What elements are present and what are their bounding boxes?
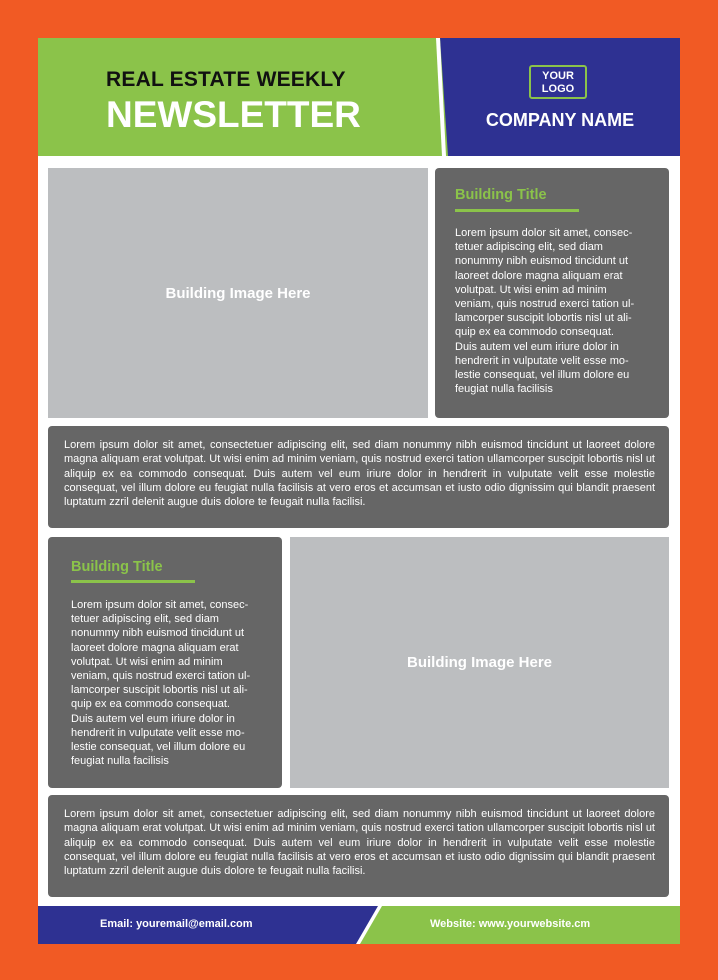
footer-email: Email: youremail@email.com [100, 918, 253, 930]
company-name: COMPANY NAME [485, 110, 635, 130]
building-image-placeholder-2 [290, 537, 669, 788]
building-info-card-1 [435, 168, 669, 418]
logo-text: YOUR LOGO [541, 70, 575, 95]
article-paragraph-2: Lorem ipsum dolor sit amet, consectetuer adipiscing elit, sed diam nonummy nibh euismod tincidunt ut laoreet dolore magna aliquam erat volutpat. Ut wisi enim ad minim veniam, quis nostrud exerci tation ullamcorper suscipit lobortis nisl ut aliquip ex ea commodo consequat. Duis autem vel eum iriure dolor in hendrerit in vulputate velit esse molestie consequat, vel illum dolore eu feugiat nulla facilisis at vero eros et accumsan et iusto odio dignissim qui blandit praesent luptatum zzril delenit augue duis dolore te feugait nulla facilisi. [48, 795, 669, 897]
image-placeholder-label: Building Image Here [406, 654, 553, 671]
image-placeholder-label: Building Image Here [165, 284, 311, 302]
article-paragraph-1: Lorem ipsum dolor sit amet, consectetuer adipiscing elit, sed diam nonummy nibh euismod tincidunt ut laoreet dolore magna aliquam erat volutpat. Ut wisi enim ad minim veniam, quis nostrud exerci tation ullamcorper suscipit lobortis nisl ut aliquip ex ea commodo consequat. Duis autem vel eum iriure dolor in hendrerit in vulputate velit esse molestie consequat, vel illum dolore eu feugiat nulla facilisis at vero eros et accumsan et iusto odio dignissim qui blandit praesent luptatum zzril delenit augue duis dolore te feugait nulla facilisi. [48, 426, 669, 528]
building-title: Building Title [71, 559, 163, 575]
logo-placeholder [529, 65, 587, 99]
title-underline [455, 209, 579, 212]
building-title: Building Title [455, 187, 547, 203]
newsletter-subtitle: REAL ESTATE WEEKLY [106, 68, 346, 91]
building-info-card-2 [48, 537, 282, 788]
title-underline [71, 580, 195, 583]
newsletter-title: NEWSLETTER [106, 94, 361, 135]
building-image-placeholder-1 [48, 168, 428, 418]
newsletter-page [38, 38, 680, 944]
footer-website: Website: www.yourwebsite.cm [430, 918, 591, 930]
building-description: Lorem ipsum dolor sit amet, consec- tetuer adipiscing elit, sed diam nonummy nibh euismod tincidunt ut laoreet dolore magna aliquam erat volutpat. Ut wisi enim ad minim veniam, quis nostrud exerci tation ul- lamcorper suscipit lobortis nisl ut ali- quip ex ea commodo consequat. Duis autem vel eum iriure dolor in hendrerit in vulputate velit esse mo- lestie consequat, vel illum dolore eu feugiat nulla facilisis [455, 227, 635, 396]
building-description: Lorem ipsum dolor sit amet, consec- tetuer adipiscing elit, sed diam nonummy nibh euismod tincidunt ut laoreet dolore magna aliquam erat volutpat. Ut wisi enim ad minim veniam, quis nostrud exerci tation ul- lamcorper suscipit lobortis nisl ut ali- quip ex ea commodo consequat. Duis autem vel eum iriure dolor in hendrerit in vulputate velit esse mo- lestie consequat, vel illum dolore eu feugiat nulla facilisis [71, 599, 251, 768]
